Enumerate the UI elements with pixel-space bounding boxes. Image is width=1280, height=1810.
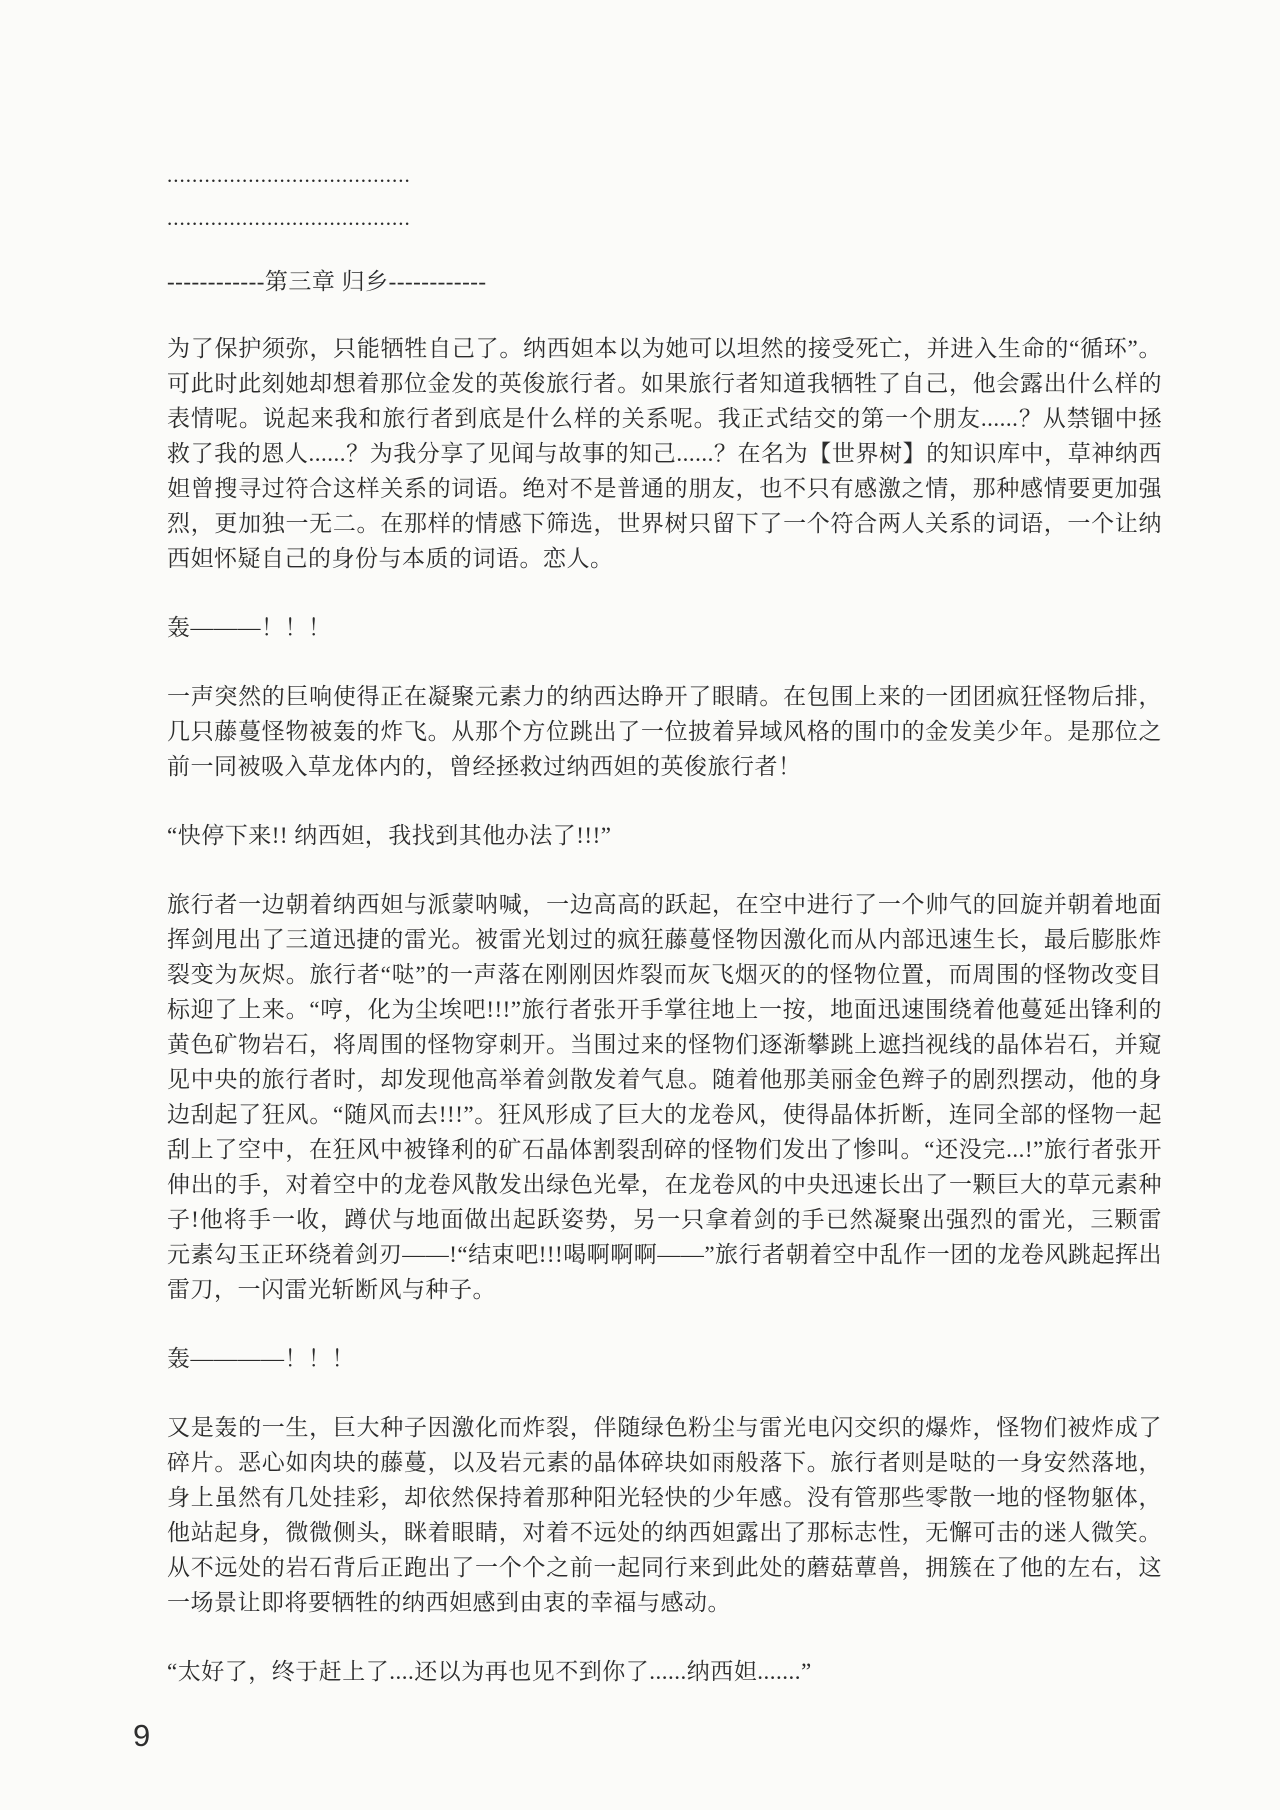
paragraph-4: 又是轰的一生，巨大种子因激化而炸裂，伴随绿色粉尘与雷光电闪交织的爆炸，怪物们被炸成了碎片。恶心如肉块的藤蔓，以及岩元素的晶体碎块如雨般落下。旅行者则是哒的一身安然落地，身上虽然有几处挂彩，却依然保持着那种阳光轻快的少年感。没有管那些零散一地的怪物躯体，他站起身，微微侧头，眯着眼睛，对着不远处的纳西妲露出了那标志性，无懈可击的迷人微笑。从不远处的岩石背后正跑出了一个个之前一起同行来到此处的蘑菇蕈兽，拥簇在了他的左右，这一场景让即将要牺牲的纳西妲感到由衷的幸福与感动。 bbox=[167, 1415, 1162, 1615]
dialogue-traveler-2: “太好了，终于赶上了....还以为再也见不到你了......纳西妲.......” bbox=[167, 1659, 812, 1684]
dots-line-2: ....................................... bbox=[167, 206, 411, 230]
sfx-boom-2: 轰————！！！ bbox=[167, 1346, 355, 1371]
sfx-boom-1: 轰———！！！ bbox=[167, 615, 332, 640]
paragraph-1: 为了保护须弥，只能牺牲自己了。纳西妲本以为她可以坦然的接受死亡，并进入生命的“循环”。可此时此刻她却想着那位金发的英俊旅行者。如果旅行者知道我牺牲了自己，他会露出什么样的表情呢。说起来我和旅行者到底是什么样的关系呢。我正式结交的第一个朋友......？从禁锢中拯救了我的恩人......？为我分享了见闻与故事的知己......？在名为【世界树】的知识库中，草神纳西妲曾搜寻过符合这样关系的词语。绝对不是普通的朋友，也不只有感激之情，那种感情要更加强烈，更加独一无二。在那样的情感下筛选，世界树只留下了一个符合两人关系的词语，一个让纳西妲怀疑自己的身份与本质的词语。恋人。 bbox=[167, 336, 1162, 571]
page-number: 9 bbox=[133, 1718, 151, 1753]
dialogue-traveler-1: “快停下来!! 纳西妲，我找到其他办法了!!!” bbox=[167, 823, 612, 848]
page-content bbox=[167, 158, 1162, 1723]
chapter-heading: ------------第三章 归乡------------ bbox=[167, 269, 487, 294]
dots-line-1: ....................................... bbox=[167, 163, 411, 187]
paragraph-3: 旅行者一边朝着纳西妲与派蒙呐喊，一边高高的跃起，在空中进行了一个帅气的回旋并朝着地面挥剑甩出了三道迅捷的雷光。被雷光划过的疯狂藤蔓怪物因激化而从内部迅速生长，最后膨胀炸裂变为灰烬。旅行者“哒”的一声落在刚刚因炸裂而灰飞烟灭的的怪物位置，而周围的怪物改变目标迎了上来。“哼，化为尘埃吧!!!”旅行者张开手掌往地上一按，地面迅速围绕着他蔓延出锋利的黄色矿物岩石，将周围的怪物穿刺开。当围过来的怪物们逐渐攀跳上遮挡视线的晶体岩石，并窥见中央的旅行者时，却发现他高举着剑散发着气息。随着他那美丽金色辫子的剧烈摆动，他的身边刮起了狂风。“随风而去!!!”。狂风形成了巨大的龙卷风，使得晶体折断，连同全部的怪物一起刮上了空中，在狂风中被锋利的矿石晶体割裂刮碎的怪物们发出了惨叫。“还没完...!”旅行者张开伸出的手，对着空中的龙卷风散发出绿色光晕，在龙卷风的中央迅速长出了一颗巨大的草元素种子!他将手一收，蹲伏与地面做出起跃姿势，另一只拿着剑的手已然凝聚出强烈的雷光，三颗雷元素勾玉正环绕着剑刃——!“结束吧!!!喝啊啊啊——”旅行者朝着空中乱作一团的龙卷风跳起挥出雷刀，一闪雷光斩断风与种子。 bbox=[167, 892, 1162, 1302]
paragraph-2: 一声突然的巨响使得正在凝聚元素力的纳西达睁开了眼睛。在包围上来的一团团疯狂怪物后排，几只藤蔓怪物被轰的炸飞。从那个方位跳出了一位披着异域风格的围巾的金发美少年。是那位之前一同被吸入草龙体内的，曾经拯救过纳西妲的英俊旅行者！ bbox=[167, 684, 1162, 779]
